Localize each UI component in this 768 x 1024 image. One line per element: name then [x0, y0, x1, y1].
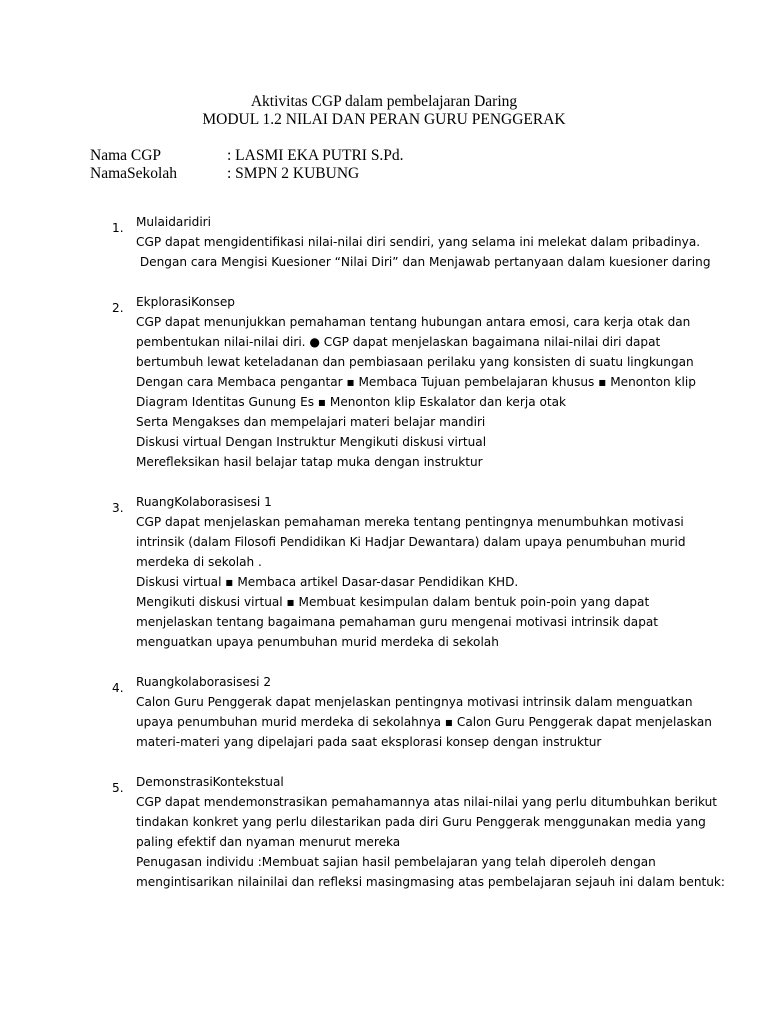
name-label: Nama CGP [90, 147, 162, 164]
section-line: CGP dapat mendemonstrasikan pemahamannya atas nilai-nilai yang perlu ditumbuhkan berikut [136, 795, 718, 809]
section-line: Penugasan individu :Membuat sajian hasil pembelajaran yang telah diperoleh dengan [136, 855, 656, 869]
section-line: paling efektif dan nyaman menurut mereka [136, 835, 401, 849]
section-line: mengintisarikan nilainilai dan refleksi masingmasing atas pembelajaran sejauh ini dalam bentuk: [136, 875, 725, 889]
list-item [0, 772, 768, 892]
item-number: 1. [112, 221, 124, 235]
section-line: CGP dapat mengidentifikasi nilai-nilai diri sendiri, yang selama ini melekat dalam pribadinya. [136, 235, 701, 249]
item-number: 5. [112, 781, 124, 795]
section-line: Serta Mengakses dan mempelajari materi belajar mandiri [136, 415, 486, 429]
section-line: Merefleksikan hasil belajar tatap muka dengan instruktur [136, 455, 483, 469]
section-title: DemonstrasiKontekstual [136, 775, 284, 789]
section-line: pembentukan nilai-nilai diri. ● CGP dapat menjelaskan bagaimana nilai-nilai diri dapat [136, 335, 661, 349]
section-line: bertumbuh lewat keteladanan dan pembiasaan perilaku yang konsisten di suatu lingkungan [136, 355, 694, 369]
section-line: merdeka di sekolah . [136, 555, 262, 569]
list-item [0, 492, 768, 652]
section-line: tindakan konkret yang perlu dilestarikan pada diri Guru Penggerak menggunakan media yang [136, 815, 706, 829]
section-line: CGP dapat menjelaskan pemahaman mereka tentang pentingnya menumbuhkan motivasi [136, 515, 684, 529]
section-line: Dengan cara Membaca pengantar ▪ Membaca Tujuan pembelajaran khusus ▪ Menonton klip [136, 375, 696, 389]
school-label: NamaSekolah [90, 165, 177, 182]
section-line: CGP dapat menunjukkan pemahaman tentang hubungan antara emosi, cara kerja otak dan [136, 315, 691, 329]
section-title: Mulaidaridiri [136, 215, 212, 229]
list-item [0, 292, 768, 472]
module-title: MODUL 1.2 NILAI DAN PERAN GURU PENGGERAK [202, 111, 566, 128]
section-title: EkplorasiKonsep [136, 295, 235, 309]
section-line: Dengan cara Mengisi Kuesioner “Nilai Diri” dan Menjawab pertanyaan dalam kuesioner daring [136, 255, 711, 269]
name-value: : LASMI EKA PUTRI S.Pd. [227, 147, 404, 164]
section-line: upaya penumbuhan murid merdeka di sekolahnya ▪ Calon Guru Penggerak dapat menjelaskan [136, 715, 712, 729]
item-number: 2. [112, 301, 124, 315]
section-title: Ruangkolaborasisesi 2 [136, 675, 272, 689]
section-line: menjelaskan tentang bagaimana pemahaman guru mengenai motivasi intrinsik dapat [136, 615, 659, 629]
section-line: Calon Guru Penggerak dapat menjelaskan pentingnya motivasi intrinsik dalam menguatkan [136, 695, 693, 709]
section-line: materi-materi yang dipelajari pada saat eksplorasi konsep dengan instruktur [136, 735, 602, 749]
activity-list [0, 212, 768, 912]
list-item [0, 672, 768, 752]
item-number: 4. [112, 681, 124, 695]
section-line: Diagram Identitas Gunung Es ▪ Menonton klip Eskalator dan kerja otak [136, 395, 567, 409]
section-line: Diskusi virtual Dengan Instruktur Mengikuti diskusi virtual [136, 435, 487, 449]
section-title: RuangKolaborasisesi 1 [136, 495, 272, 509]
item-number: 3. [112, 501, 124, 515]
list-item [0, 212, 768, 272]
section-line: intrinsik (dalam Filosofi Pendidikan Ki Hadjar Dewantara) dalam upaya penumbuhan murid [136, 535, 686, 549]
section-line: menguatkan upaya penumbuhan murid merdeka di sekolah [136, 635, 499, 649]
school-value: : SMPN 2 KUBUNG [227, 165, 360, 182]
section-line: Diskusi virtual ▪ Membaca artikel Dasar-dasar Pendidikan KHD. [136, 575, 519, 589]
document-title: Aktivitas CGP dalam pembelajaran Daring [250, 93, 518, 110]
section-line: Mengikuti diskusi virtual ▪ Membuat kesimpulan dalam bentuk poin-poin yang dapat [136, 595, 650, 609]
